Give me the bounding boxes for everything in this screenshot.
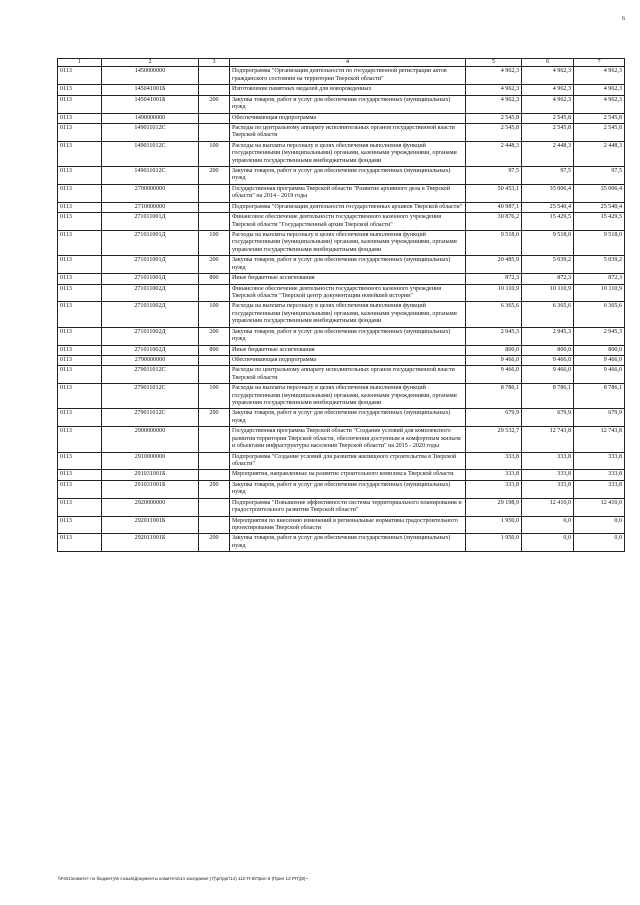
amount-col6: 2 448,3 [522,141,574,166]
header-cell: 7 [574,59,625,67]
target-article: 2790000000 [102,355,199,365]
section-code: 0113 [58,141,102,166]
amount-col7: 12 743,8 [574,427,625,452]
header-cell: 2 [102,59,199,67]
item-description: Закупка товаров, работ и услуг для обеспечения государственных (муниципальных) нужд [230,409,466,427]
expense-type [199,67,230,85]
table-row [58,256,625,274]
section-code: 0113 [58,409,102,427]
target-article: 271011001Д [102,256,199,274]
expense-type [199,202,230,212]
expense-type: 200 [199,534,230,552]
item-description: Подпрограмма "Организация деятельности государственных архивов Тверской области" [230,202,466,212]
header-cell: 3 [199,59,230,67]
table-row [58,345,625,355]
amount-col5: 9 466,0 [466,355,522,365]
amount-col7: 12 410,0 [574,498,625,516]
section-code: 0113 [58,427,102,452]
expense-type: 200 [199,95,230,113]
section-code: 0113 [58,452,102,470]
item-description: Финансовое обеспечение деятельности государственного казенного учреждения Тверской области "Государственный архив Тверской области" [230,213,466,231]
section-code: 0113 [58,85,102,95]
section-code: 0113 [58,284,102,302]
amount-col6: 12 743,8 [522,427,574,452]
expense-type: 100 [199,141,230,166]
amount-col7: 800,0 [574,345,625,355]
section-code: 0113 [58,327,102,345]
expense-type [199,184,230,202]
table-row [58,480,625,498]
amount-col6: 9 466,0 [522,355,574,365]
item-description: Изготовление памятных медалей для новорожденных [230,85,466,95]
amount-col7: 25 540,4 [574,202,625,212]
amount-col7: 0,0 [574,534,625,552]
amount-col7: 15 429,5 [574,213,625,231]
target-article: 2920000000 [102,498,199,516]
section-code: 0113 [58,113,102,123]
section-code: 0113 [58,123,102,141]
amount-col7: 8 786,1 [574,384,625,409]
amount-col7: 4 962,3 [574,95,625,113]
amount-col7: 2 448,3 [574,141,625,166]
expense-type [199,85,230,95]
amount-col7: 9 466,0 [574,355,625,365]
amount-col5: 872,3 [466,274,522,284]
amount-col5: 333,8 [466,470,522,480]
amount-col7: 2 545,8 [574,113,625,123]
amount-col5: 9 466,0 [466,366,522,384]
section-code: 0113 [58,470,102,480]
amount-col5: 4 962,3 [466,67,522,85]
section-code: 0113 [58,498,102,516]
item-description: Государственная программа Тверской области "Создание условий для комплексного развития территории Тверской области, обеспечения доступным и комфортным жильем и объектами инфраструктуры населения Тверской области" на 2015 - 2020 годы [230,427,466,452]
section-code: 0113 [58,302,102,327]
target-article: 279011012С [102,409,199,427]
table-row [58,534,625,552]
expense-type [199,113,230,123]
amount-col7: 333,8 [574,480,625,498]
section-code: 0113 [58,231,102,256]
amount-col6: 8 786,1 [522,384,574,409]
amount-col6: 4 962,3 [522,67,574,85]
item-description: Закупка товаров, работ и услуг для обеспечения государственных (муниципальных) нужд [230,327,466,345]
table-row [58,202,625,212]
amount-col6: 5 039,2 [522,256,574,274]
item-description: Обеспечивающая подпрограмма [230,355,466,365]
amount-col6: 9 466,0 [522,366,574,384]
header-cell: 6 [522,59,574,67]
file-path-footer: \\Fs01\комитет по бюджету\6 созыв\Документы комитета\14 заседание (7)\pr\ppr\14) 112-П-6\Прил 6 (Прил 12 РП)(8)~ [58,876,309,881]
item-description: Закупка товаров, работ и услуг для обеспечения государственных (муниципальных) нужд [230,534,466,552]
target-article: 149011012С [102,141,199,166]
amount-col5: 679,9 [466,409,522,427]
table-row [58,516,625,534]
amount-col6: 4 962,3 [522,85,574,95]
table-row [58,384,625,409]
target-article: 271011001Д [102,231,199,256]
amount-col6: 0,0 [522,534,574,552]
amount-col6: 4 962,3 [522,95,574,113]
amount-col6: 35 006,4 [522,184,574,202]
amount-col7: 9 518,0 [574,231,625,256]
target-article: 271011002Д [102,284,199,302]
target-article: 145041001Б [102,85,199,95]
section-code: 0113 [58,184,102,202]
amount-col6: 800,0 [522,345,574,355]
amount-col6: 872,3 [522,274,574,284]
amount-col5: 2 945,3 [466,327,522,345]
amount-col5: 8 786,1 [466,384,522,409]
item-description: Закупка товаров, работ и услуг для обеспечения государственных (муниципальных) нужд [230,480,466,498]
target-article: 1490000000 [102,113,199,123]
section-code: 0113 [58,516,102,534]
item-description: Мероприятия, направленные на развитие строительного комплекса Тверской области [230,470,466,480]
amount-col5: 1 950,0 [466,534,522,552]
item-description: Государственная программа Тверской области "Развитие архивного дела в Тверской области" на 2014 - 2019 годы [230,184,466,202]
expense-type [199,427,230,452]
amount-col7: 10 110,9 [574,284,625,302]
amount-col5: 333,8 [466,480,522,498]
amount-col7: 4 962,3 [574,85,625,95]
item-description: Расходы на выплаты персоналу в целях обеспечения выполнения функций государственными (муниципальными) органами, казенными учреждениями, органами управления государственными внебюджетными фондами [230,231,466,256]
target-article: 2700000000 [102,184,199,202]
amount-col5: 30 876,2 [466,213,522,231]
item-description: Расходы на выплаты персоналу в целях обеспечения выполнения функций государственными (муниципальными) органами, казенными учреждениями, органами управления государственными внебюджетными фондами [230,141,466,166]
table-row [58,452,625,470]
item-description: Мероприятия по внесению изменений в региональные нормативы градостроительного проектирования Тверской области [230,516,466,534]
expense-type [199,284,230,302]
amount-col7: 679,9 [574,409,625,427]
expense-type: 800 [199,274,230,284]
amount-col5: 40 987,1 [466,202,522,212]
target-article: 279011012С [102,384,199,409]
amount-col5: 1 950,0 [466,516,522,534]
item-description: Закупка товаров, работ и услуг для обеспечения государственных (муниципальных) нужд [230,167,466,185]
table-row [58,470,625,480]
item-description: Подпрограмма "Повышение эффективности системы территориального планирования и градостроительного развития Тверской области" [230,498,466,516]
expense-type [199,452,230,470]
item-description: Расходы по центральному аппарату исполнительных органов государственной власти Тверской области [230,366,466,384]
amount-col6: 333,8 [522,452,574,470]
header-cell: 1 [58,59,102,67]
budget-table [57,58,625,552]
table-row [58,409,625,427]
section-code: 0113 [58,366,102,384]
header-cell: 4 [230,59,466,67]
amount-col5: 10 110,9 [466,284,522,302]
item-description: Финансовое обеспечение деятельности государственного казенного учреждения Тверской области "Тверской центр документации новейшей истории" [230,284,466,302]
amount-col5: 4 962,3 [466,85,522,95]
amount-col7: 5 039,2 [574,256,625,274]
amount-col7: 333,8 [574,452,625,470]
section-code: 0113 [58,384,102,409]
table-row [58,167,625,185]
section-code: 0113 [58,202,102,212]
target-article: 2910000000 [102,452,199,470]
table-row [58,184,625,202]
section-code: 0113 [58,480,102,498]
table-row [58,274,625,284]
expense-type: 100 [199,302,230,327]
table-row [58,302,625,327]
expense-type [199,123,230,141]
table-row [58,141,625,166]
section-code: 0113 [58,345,102,355]
target-article: 271011001Д [102,213,199,231]
amount-col7: 4 962,3 [574,67,625,85]
target-article: 271011002Д [102,327,199,345]
target-article: 2900000000 [102,427,199,452]
item-description: Закупка товаров, работ и услуг для обеспечения государственных (муниципальных) нужд [230,95,466,113]
expense-type [199,355,230,365]
table-row [58,123,625,141]
item-description: Расходы на выплаты персоналу в целях обеспечения выполнения функций государственными (муниципальными) органами, казенными учреждениями, органами управления государственными внебюджетными фондами [230,384,466,409]
section-code: 0113 [58,274,102,284]
target-article: 292011001Б [102,516,199,534]
amount-col6: 15 429,5 [522,213,574,231]
amount-col7: 9 466,0 [574,366,625,384]
target-article: 1450000000 [102,67,199,85]
target-article: 291031001Б [102,480,199,498]
amount-col7: 97,5 [574,167,625,185]
expense-type [199,516,230,534]
expense-type: 100 [199,384,230,409]
target-article: 145041001Б [102,95,199,113]
table-row [58,366,625,384]
target-article: 149011012С [102,123,199,141]
amount-col6: 2 545,8 [522,123,574,141]
target-article: 2710000000 [102,202,199,212]
item-description: Подпрограмма "Организация деятельности по государственной регистрации актов гражданского состояния на территории Тверской области" [230,67,466,85]
expense-type: 100 [199,231,230,256]
expense-type [199,366,230,384]
page-number: 6 [622,16,625,22]
item-description: Подпрограмма "Создание условий для развития жилищного строительства в Тверской области" [230,452,466,470]
amount-col5: 2 545,8 [466,113,522,123]
expense-type: 200 [199,167,230,185]
table-row [58,427,625,452]
section-code: 0113 [58,167,102,185]
header-cell: 5 [466,59,522,67]
section-code: 0113 [58,256,102,274]
section-code: 0113 [58,67,102,85]
amount-col5: 9 518,0 [466,231,522,256]
amount-col6: 0,0 [522,516,574,534]
expense-type: 800 [199,345,230,355]
amount-col5: 2 545,8 [466,123,522,141]
amount-col5: 29 532,7 [466,427,522,452]
table-row [58,213,625,231]
table-row [58,95,625,113]
amount-col6: 6 365,6 [522,302,574,327]
amount-col5: 2 448,3 [466,141,522,166]
expense-type [199,498,230,516]
table-row [58,231,625,256]
amount-col5: 50 453,1 [466,184,522,202]
target-article: 279011012С [102,366,199,384]
item-description: Расходы на выплаты персоналу в целях обеспечения выполнения функций государственными (муниципальными) органами, казенными учреждениями, органами управления государственными внебюджетными фондами [230,302,466,327]
section-code: 0113 [58,534,102,552]
expense-type: 200 [199,409,230,427]
amount-col6: 2 545,8 [522,113,574,123]
target-article: 271011002Д [102,345,199,355]
amount-col7: 0,0 [574,516,625,534]
table-row [58,113,625,123]
amount-col5: 20 485,9 [466,256,522,274]
amount-col5: 97,5 [466,167,522,185]
amount-col6: 9 518,0 [522,231,574,256]
amount-col6: 97,5 [522,167,574,185]
target-article: 271011002Д [102,302,199,327]
amount-col5: 29 198,9 [466,498,522,516]
amount-col6: 2 945,3 [522,327,574,345]
expense-type: 200 [199,256,230,274]
amount-col6: 679,9 [522,409,574,427]
table-row [58,85,625,95]
item-description: Закупка товаров, работ и услуг для обеспечения государственных (муниципальных) нужд [230,256,466,274]
amount-col6: 333,8 [522,470,574,480]
amount-col5: 800,0 [466,345,522,355]
amount-col7: 333,8 [574,470,625,480]
amount-col6: 12 410,0 [522,498,574,516]
amount-col6: 10 110,9 [522,284,574,302]
target-article: 292011001Б [102,534,199,552]
item-description: Обеспечивающая подпрограмма [230,113,466,123]
amount-col7: 2 945,3 [574,327,625,345]
amount-col7: 2 545,8 [574,123,625,141]
expense-type [199,470,230,480]
amount-col7: 35 006,4 [574,184,625,202]
expense-type [199,213,230,231]
header-row [58,59,625,67]
target-article: 271011001Д [102,274,199,284]
section-code: 0113 [58,355,102,365]
item-description: Иные бюджетные ассигнования [230,274,466,284]
table-row [58,67,625,85]
section-code: 0113 [58,95,102,113]
table-row [58,355,625,365]
expense-type: 200 [199,480,230,498]
amount-col7: 872,3 [574,274,625,284]
amount-col5: 4 962,3 [466,95,522,113]
amount-col7: 6 365,6 [574,302,625,327]
table-row [58,498,625,516]
amount-col6: 25 540,4 [522,202,574,212]
expense-type: 200 [199,327,230,345]
table-row [58,327,625,345]
target-article: 149011012С [102,167,199,185]
target-article: 291031001Б [102,470,199,480]
table-row [58,284,625,302]
amount-col6: 333,8 [522,480,574,498]
item-description: Расходы по центральному аппарату исполнительных органов государственной власти Тверской области [230,123,466,141]
amount-col5: 6 365,6 [466,302,522,327]
section-code: 0113 [58,213,102,231]
amount-col5: 333,8 [466,452,522,470]
item-description: Иные бюджетные ассигнования [230,345,466,355]
